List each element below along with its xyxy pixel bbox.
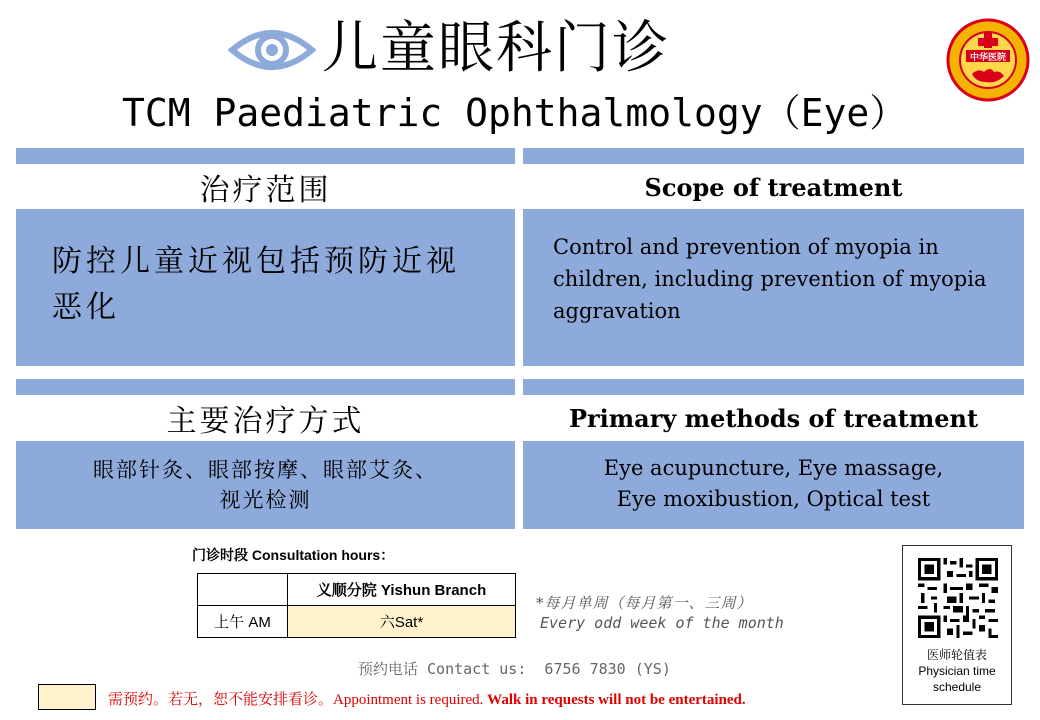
methods-content-cn-panel bbox=[16, 441, 515, 529]
scope-heading-en-text: Scope of treatment bbox=[644, 172, 903, 202]
qr-label-en-line2: schedule bbox=[932, 680, 982, 694]
odd-week-note-en: Every odd week of the month bbox=[540, 614, 784, 632]
methods-content-en-line1: Eye acupuncture, Eye massage, bbox=[603, 456, 944, 480]
scope-content-cn: 防控儿童近视包括预防近视恶化 bbox=[52, 244, 460, 325]
consultation-hours-title: 门诊时段 Consultation hours： bbox=[192, 547, 395, 563]
notice-en-part1: Appointment is required. bbox=[333, 692, 488, 708]
table-row bbox=[198, 606, 516, 638]
qr-label-en bbox=[903, 663, 1011, 695]
notice-en-part2: Walk in requests will not be entertained. bbox=[487, 692, 746, 708]
session-label: 上午 AM bbox=[198, 606, 288, 638]
methods-heading-en bbox=[523, 396, 1024, 440]
scope-content-cn-panel bbox=[16, 209, 515, 366]
consultation-table bbox=[197, 573, 516, 638]
qr-code-icon[interactable] bbox=[918, 558, 998, 638]
scope-heading-cn-text: 治疗范围 bbox=[199, 173, 332, 208]
appointment-notice bbox=[108, 688, 746, 709]
methods-content-en-line2: Eye moxibustion, Optical test bbox=[616, 487, 931, 511]
methods-heading-cn-text: 主要治疗方式 bbox=[166, 404, 365, 439]
scope-content-en: Control and prevention of myopia in children, including prevention of myopia aggravation bbox=[553, 235, 987, 323]
methods-content-en-panel bbox=[523, 441, 1024, 529]
scope-heading-cn bbox=[16, 166, 515, 208]
eye-icon bbox=[228, 22, 316, 78]
methods-content-cn-line2: 视光检测 bbox=[219, 488, 312, 512]
notice-cn: 需预约。若无，恕不能安排看诊。 bbox=[108, 692, 334, 708]
divider-strip bbox=[16, 148, 515, 164]
qr-label-en-line1: Physician time bbox=[918, 664, 996, 678]
table-cell-empty bbox=[198, 574, 288, 606]
methods-heading-en-text: Primary methods of treatment bbox=[568, 403, 979, 433]
hospital-logo bbox=[946, 18, 1030, 102]
divider-strip bbox=[523, 379, 1024, 395]
table-row bbox=[198, 574, 516, 606]
logo-text: 中华医院 bbox=[969, 53, 1007, 63]
divider-strip bbox=[523, 148, 1024, 164]
branch-header: 义顺分院 Yishun Branch bbox=[288, 574, 516, 606]
divider-strip bbox=[16, 379, 515, 395]
methods-heading-cn bbox=[16, 396, 515, 440]
session-day: 六Sat* bbox=[288, 606, 516, 638]
page-title-en: TCM Paediatric Ophthalmology（Eye） bbox=[122, 91, 908, 135]
physician-schedule-qr-card[interactable] bbox=[902, 545, 1012, 705]
odd-week-note-cn: *每月单周（每月第一、三周） bbox=[536, 594, 753, 612]
qr-label-cn: 医师轮值表 bbox=[926, 648, 987, 662]
contact-number: 预约电话 Contact us: 6756 7830 (YS) bbox=[358, 660, 671, 678]
appointment-legend-swatch bbox=[38, 684, 96, 710]
scope-content-en-panel bbox=[523, 209, 1024, 366]
page-title-cn: 儿童眼科门诊 bbox=[322, 16, 670, 81]
methods-content-cn-line1: 眼部针灸、眼部按摩、眼部艾灸、 bbox=[93, 458, 438, 482]
scope-heading-en bbox=[523, 166, 1024, 208]
